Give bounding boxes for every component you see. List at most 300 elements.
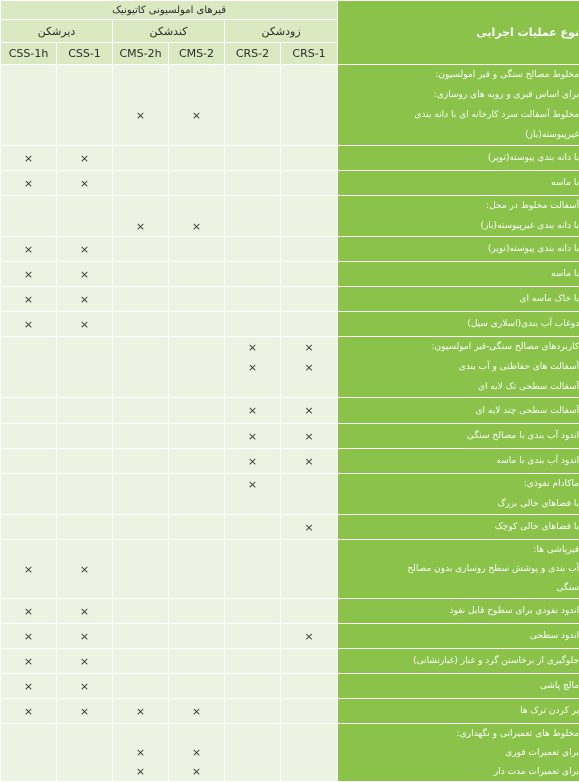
mark-cell [225,515,281,540]
mark-cell [113,337,169,398]
check-mark [113,724,168,743]
check-mark [225,216,280,236]
check-mark: × [225,449,280,473]
check-mark [1,398,56,423]
operation-text: با ماسه [338,262,579,286]
mark-cell [169,196,225,237]
mark-cell [169,171,225,196]
mark-cell [281,287,338,312]
operation-cell [338,65,579,146]
check-mark [169,541,224,560]
operation-cell [338,649,579,674]
check-mark [57,762,112,781]
check-mark [225,599,280,623]
mark-cell [225,674,281,699]
mark-cell [57,398,113,424]
check-mark [169,515,224,539]
check-mark: × [113,743,168,762]
mark-cell [169,599,225,624]
operation-text: قیرپاشی ها: [338,541,579,560]
mark-cell [169,312,225,337]
check-mark [113,494,168,514]
check-mark [1,65,56,85]
check-mark [225,762,280,781]
check-mark [225,262,280,286]
check-mark [113,171,168,195]
mark-cell [281,237,338,262]
mark-cell [113,540,169,599]
check-mark [169,724,224,743]
mark-cell [169,287,225,312]
check-mark [225,65,280,85]
check-mark [113,674,168,698]
mark-cell [1,649,57,674]
check-mark [281,216,337,236]
mark-cell [169,474,225,515]
check-mark [281,105,337,125]
check-mark [169,494,224,514]
table-row [1,287,579,312]
mark-cell [281,540,338,599]
operation-text: با ماسه [338,171,579,195]
check-mark [113,196,168,216]
check-mark [57,196,112,216]
operation-cell [338,262,579,287]
mark-cell [1,196,57,237]
check-mark: × [1,312,56,336]
check-mark: × [57,649,112,673]
operation-text: اندود نفوذی برای سطوح قابل نفوذ [338,599,579,623]
operation-text: اندود آب بندی با مصالح سنگی [338,424,579,448]
col-header: CRS-2 [225,43,281,65]
operation-cell [338,398,579,424]
check-mark [169,377,224,397]
mark-cell [57,624,113,649]
operation-cell [338,449,579,474]
check-mark: × [169,216,224,236]
mark-cell [1,65,57,146]
operation-text: با دانه بندی غیرپیوسته(باز) [338,216,579,236]
check-mark [281,494,337,514]
mark-cell [225,337,281,398]
check-mark [57,125,112,145]
check-mark [113,357,168,377]
check-mark [225,624,280,648]
check-mark: × [281,624,337,648]
check-mark [113,398,168,423]
check-mark [169,579,224,598]
super-title: قیرهای امولسیونی کاتیونیک [1,1,338,20]
mark-cell [281,337,338,398]
mark-cell [1,398,57,424]
check-mark [225,724,280,743]
check-mark [281,599,337,623]
mark-cell [169,65,225,146]
table-row [1,540,579,599]
check-mark [169,449,224,473]
table-body [1,65,579,782]
mark-cell [1,337,57,398]
check-mark: × [281,515,337,539]
table-row [1,624,579,649]
check-mark: × [57,312,112,336]
mark-cell [57,146,113,171]
check-mark [113,541,168,560]
col-header: CSS-1 [57,43,113,65]
check-mark [113,262,168,286]
mark-cell [57,724,113,782]
check-mark [281,762,337,781]
mark-cell [57,649,113,674]
mark-cell [169,237,225,262]
mark-cell [281,398,338,424]
check-mark [281,560,337,579]
table-row [1,449,579,474]
check-mark [57,398,112,423]
check-mark: × [1,649,56,673]
check-mark [169,337,224,357]
check-mark [113,65,168,85]
check-mark [169,287,224,311]
mark-cell [281,312,338,337]
operation-cell [338,424,579,449]
mark-cell [57,65,113,146]
check-mark [57,337,112,357]
check-mark [1,474,56,494]
check-mark [169,171,224,195]
mark-cell [1,171,57,196]
check-mark [169,196,224,216]
check-mark [113,146,168,170]
check-mark: × [1,624,56,648]
check-mark [281,312,337,336]
check-mark [281,287,337,311]
mark-cell [57,699,113,724]
check-mark [1,424,56,448]
group-medium-setting: کندشکن [113,20,225,43]
mark-cell [281,196,338,237]
operation-text: برای تعمیرات فوری [338,743,579,762]
mark-cell [225,599,281,624]
check-mark [113,560,168,579]
check-mark [225,699,280,723]
check-mark [169,312,224,336]
check-mark [113,337,168,357]
check-mark: × [225,357,280,377]
check-mark [1,579,56,598]
operation-cell [338,624,579,649]
check-mark [1,216,56,236]
check-mark [113,312,168,336]
check-mark: × [57,699,112,723]
mark-cell [113,65,169,146]
check-mark [113,599,168,623]
operation-text: آسفالت های حفاظتی و آب بندی [338,357,579,377]
mark-cell [281,649,338,674]
check-mark: × [1,171,56,195]
mark-cell [225,287,281,312]
table-row [1,699,579,724]
check-mark [1,85,56,105]
mark-cell [281,146,338,171]
operation-cell [338,515,579,540]
check-mark [169,398,224,423]
check-mark [113,624,168,648]
table-row [1,237,579,262]
table-row [1,171,579,196]
mark-cell [281,65,338,146]
operation-text: اندود سطحی [338,624,579,648]
mark-cell [169,649,225,674]
mark-cell [113,599,169,624]
mark-cell [169,449,225,474]
check-mark [281,699,337,723]
check-mark [281,743,337,762]
check-mark [169,125,224,145]
check-mark [113,579,168,598]
check-mark [113,474,168,494]
mark-cell [225,540,281,599]
check-mark [113,449,168,473]
operation-text: مخلوط مصالح سنگی و قیر امولسیون: [338,65,579,85]
table-row [1,599,579,624]
mark-cell [281,474,338,515]
operation-cell [338,287,579,312]
check-mark: × [57,560,112,579]
col-header: CMS-2 [169,43,225,65]
operation-text: برای اساس قیری و رویه های روسازی: [338,85,579,105]
check-mark: × [169,105,224,125]
check-mark [57,105,112,125]
operation-cell [338,312,579,337]
table-row [1,312,579,337]
mark-cell [1,312,57,337]
check-mark [57,377,112,397]
check-mark [225,541,280,560]
mark-cell [1,287,57,312]
operation-cell [338,146,579,171]
check-mark [225,237,280,261]
check-mark [225,85,280,105]
mark-cell [281,724,338,782]
mark-cell [281,674,338,699]
mark-cell [113,624,169,649]
check-mark [113,515,168,539]
mark-cell [225,699,281,724]
mark-cell [169,624,225,649]
check-mark: × [57,146,112,170]
check-mark [225,649,280,673]
operation-text: با دانه بندی پیوسته(توپر) [338,146,579,170]
operation-cell [338,599,579,624]
mark-cell [1,674,57,699]
check-mark: × [1,262,56,286]
mark-cell [225,398,281,424]
operation-text: آب بندی و پوشش سطح روسازی بدون مصالح [338,560,579,579]
check-mark [225,743,280,762]
mark-cell [113,312,169,337]
mark-cell [113,146,169,171]
mark-cell [1,599,57,624]
check-mark [1,196,56,216]
check-mark [169,599,224,623]
mark-cell [1,146,57,171]
check-mark [169,65,224,85]
mark-cell [225,171,281,196]
mark-cell [57,287,113,312]
mark-cell [225,196,281,237]
mark-cell [57,337,113,398]
check-mark [57,541,112,560]
operation-cell [338,724,579,782]
check-mark [57,424,112,448]
check-mark [281,262,337,286]
check-mark [113,649,168,673]
check-mark [225,674,280,698]
group-slow-setting: دیرشکن [1,20,113,43]
mark-cell [57,262,113,287]
check-mark: × [281,449,337,473]
check-mark [225,560,280,579]
table-row [1,515,579,540]
check-mark [225,579,280,598]
mark-cell [225,724,281,782]
check-mark [57,515,112,539]
operation-text: کاربردهای مصالح سنگی-قیر امولسیون: [338,337,579,357]
mark-cell [113,474,169,515]
check-mark: × [1,287,56,311]
check-mark [57,579,112,598]
mark-cell [113,196,169,237]
mark-cell [281,262,338,287]
table-row [1,424,579,449]
check-mark [281,237,337,261]
mark-cell [1,724,57,782]
table-row [1,262,579,287]
check-mark [225,171,280,195]
mark-cell [225,237,281,262]
mark-cell [113,449,169,474]
mark-cell [281,624,338,649]
check-mark [169,474,224,494]
operation-cell [338,699,579,724]
check-mark [169,146,224,170]
check-mark: × [113,105,168,125]
check-mark [225,377,280,397]
check-mark: × [113,699,168,723]
check-mark: × [57,287,112,311]
check-mark [169,674,224,698]
mark-cell [281,599,338,624]
check-mark: × [281,357,337,377]
check-mark: × [169,699,224,723]
mark-cell [169,515,225,540]
table-row [1,674,579,699]
operation-cell [338,337,579,398]
check-mark: × [225,337,280,357]
mark-cell [1,540,57,599]
mark-cell [1,624,57,649]
mark-cell [1,515,57,540]
check-mark [281,196,337,216]
operation-cell [338,171,579,196]
check-mark [225,105,280,125]
mark-cell [113,724,169,782]
mark-cell [57,540,113,599]
check-mark: × [57,237,112,261]
check-mark [57,65,112,85]
operation-text: آسفالت سطحی تک لایه ای [338,377,579,397]
mark-cell [281,515,338,540]
operation-text: پر کردن ترک ها [338,699,579,723]
mark-cell [281,171,338,196]
check-mark [57,449,112,473]
mark-cell [1,474,57,515]
mark-cell [1,262,57,287]
mark-cell [225,649,281,674]
check-mark [1,449,56,473]
table-row [1,474,579,515]
mark-cell [57,449,113,474]
check-mark [1,762,56,781]
check-mark: × [1,674,56,698]
check-mark: × [57,599,112,623]
check-mark [281,579,337,598]
mark-cell [169,424,225,449]
operation-cell [338,474,579,515]
mark-cell [113,262,169,287]
check-mark [281,649,337,673]
mark-cell [113,649,169,674]
operation-text: برای تعمیرات مدت دار [338,762,579,781]
check-mark [225,287,280,311]
mark-cell [57,196,113,237]
check-mark: × [225,424,280,448]
mark-cell [57,237,113,262]
mark-cell [281,424,338,449]
operation-text: با خاک ماسه ای [338,287,579,311]
mark-cell [1,424,57,449]
operation-text: جلوگیری از برخاستن گرد و غبار (غبارنشانی) [338,649,579,673]
check-mark [169,357,224,377]
check-mark [225,146,280,170]
check-mark [57,85,112,105]
check-mark [113,424,168,448]
col-header: CRS-1 [281,43,338,65]
check-mark [1,377,56,397]
operation-text: مالچ پاشی [338,674,579,698]
check-mark [1,357,56,377]
check-mark: × [169,762,224,781]
check-mark [1,743,56,762]
operation-cell [338,196,579,237]
check-mark [1,337,56,357]
operation-cell [338,540,579,599]
check-mark [57,743,112,762]
check-mark [169,649,224,673]
mark-cell [169,674,225,699]
mark-cell [225,474,281,515]
operation-text: آسفالت سطحی چند لایه ای [338,398,579,423]
operation-text: با فضاهای خالی کوچک [338,515,579,539]
check-mark [113,377,168,397]
check-mark [57,724,112,743]
check-mark [1,724,56,743]
mark-cell [113,171,169,196]
check-mark [113,85,168,105]
check-mark [281,474,337,494]
mark-cell [57,474,113,515]
